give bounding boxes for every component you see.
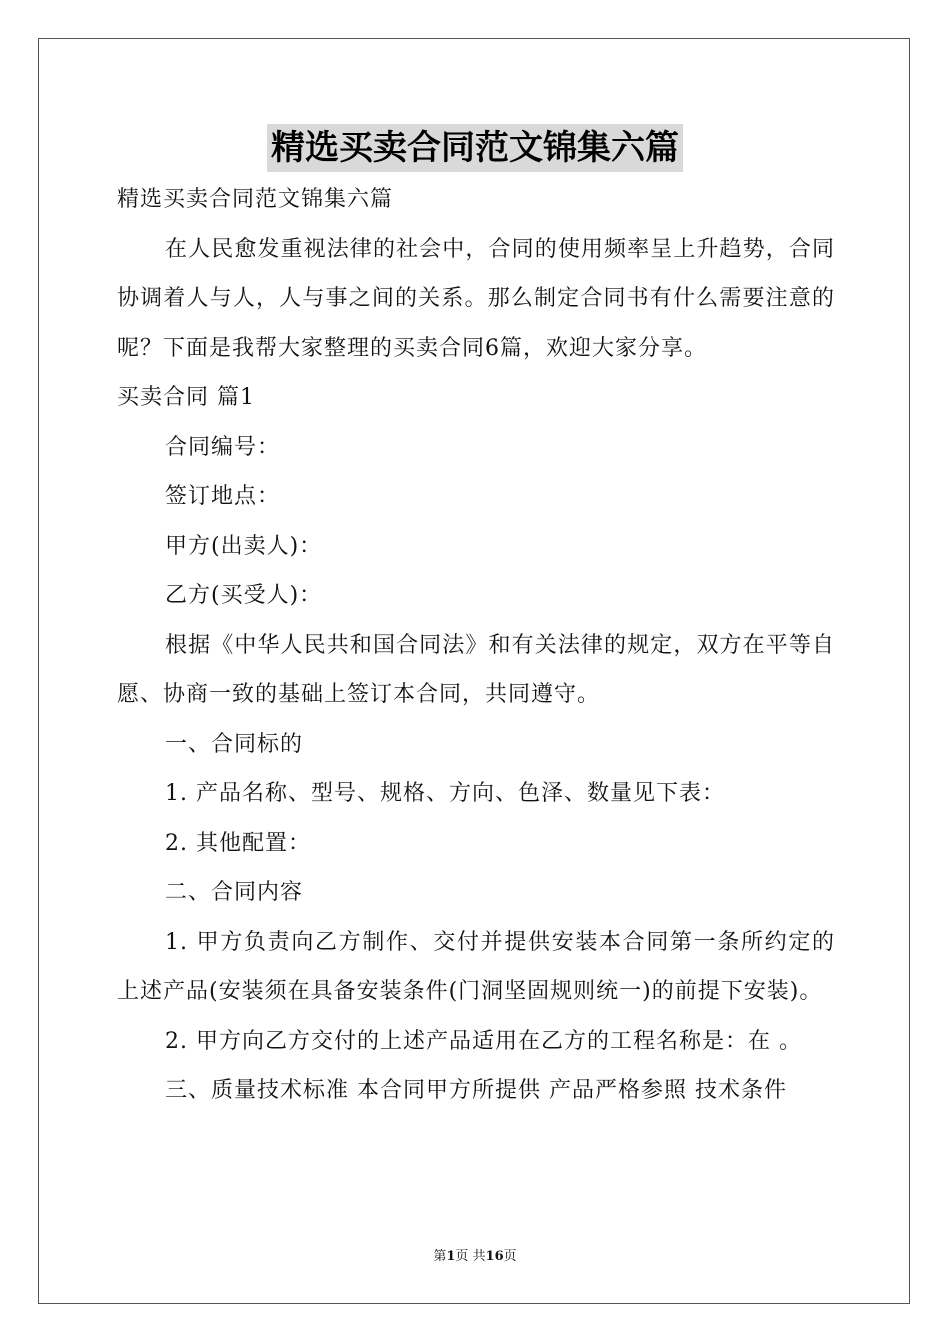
page-footer bbox=[0, 1245, 950, 1264]
title-container bbox=[0, 124, 950, 172]
paragraph: 一、合同标的 bbox=[165, 731, 304, 757]
footer-suffix: 页 bbox=[503, 1249, 517, 1264]
paragraph: 二、合同内容 bbox=[165, 880, 304, 905]
current-page-number: 1 bbox=[446, 1249, 456, 1264]
paragraph: 2. 甲方向乙方交付的上述产品适用在乙方的工程名称是：在 。 bbox=[165, 1028, 802, 1054]
paragraph: 签订地点： bbox=[165, 484, 281, 509]
total-page-number: 16 bbox=[485, 1249, 504, 1264]
paragraph: 2. 其他配置： bbox=[165, 830, 311, 856]
paragraph: 甲方(出卖人)： bbox=[165, 533, 323, 559]
paragraph: 合同编号： bbox=[165, 434, 281, 460]
paragraph: 1. 甲方负责向乙方制作、交付并提供安装本合同第一条所约定的上述产品(安装须在具备安装条件(门洞坚固规则统一)的前提下安装)。 bbox=[117, 929, 835, 1004]
footer-mid: 页 共 bbox=[455, 1249, 486, 1264]
paragraph: 1. 产品名称、型号、规格、方向、色泽、数量见下表： bbox=[165, 781, 725, 806]
paragraph: 根据《中华人民共和国合同法》和有关法律的规定，双方在平等自愿、协商一致的基础上签订本合同，共同遵守。 bbox=[117, 632, 835, 707]
paragraph: 三、质量技术标准 本合同甲方所提供 产品严格参照 技术条件 bbox=[165, 1078, 787, 1103]
paragraph: 精选买卖合同范文锦集六篇 bbox=[117, 187, 394, 212]
paragraph: 乙方(买受人)： bbox=[165, 583, 323, 608]
paragraph: 在人民愈发重视法律的社会中，合同的使用频率呈上升趋势，合同协调着人与人，人与事之间的关系。那么制定合同书有什么需要注意的呢？下面是我帮大家整理的买卖合同6篇，欢迎大家分享。 bbox=[117, 236, 835, 361]
document-body bbox=[117, 175, 835, 1116]
paragraph: 买卖合同 篇1 bbox=[117, 385, 255, 410]
footer-prefix: 第 bbox=[433, 1249, 447, 1264]
document-title: 精选买卖合同范文锦集六篇 bbox=[267, 124, 683, 172]
